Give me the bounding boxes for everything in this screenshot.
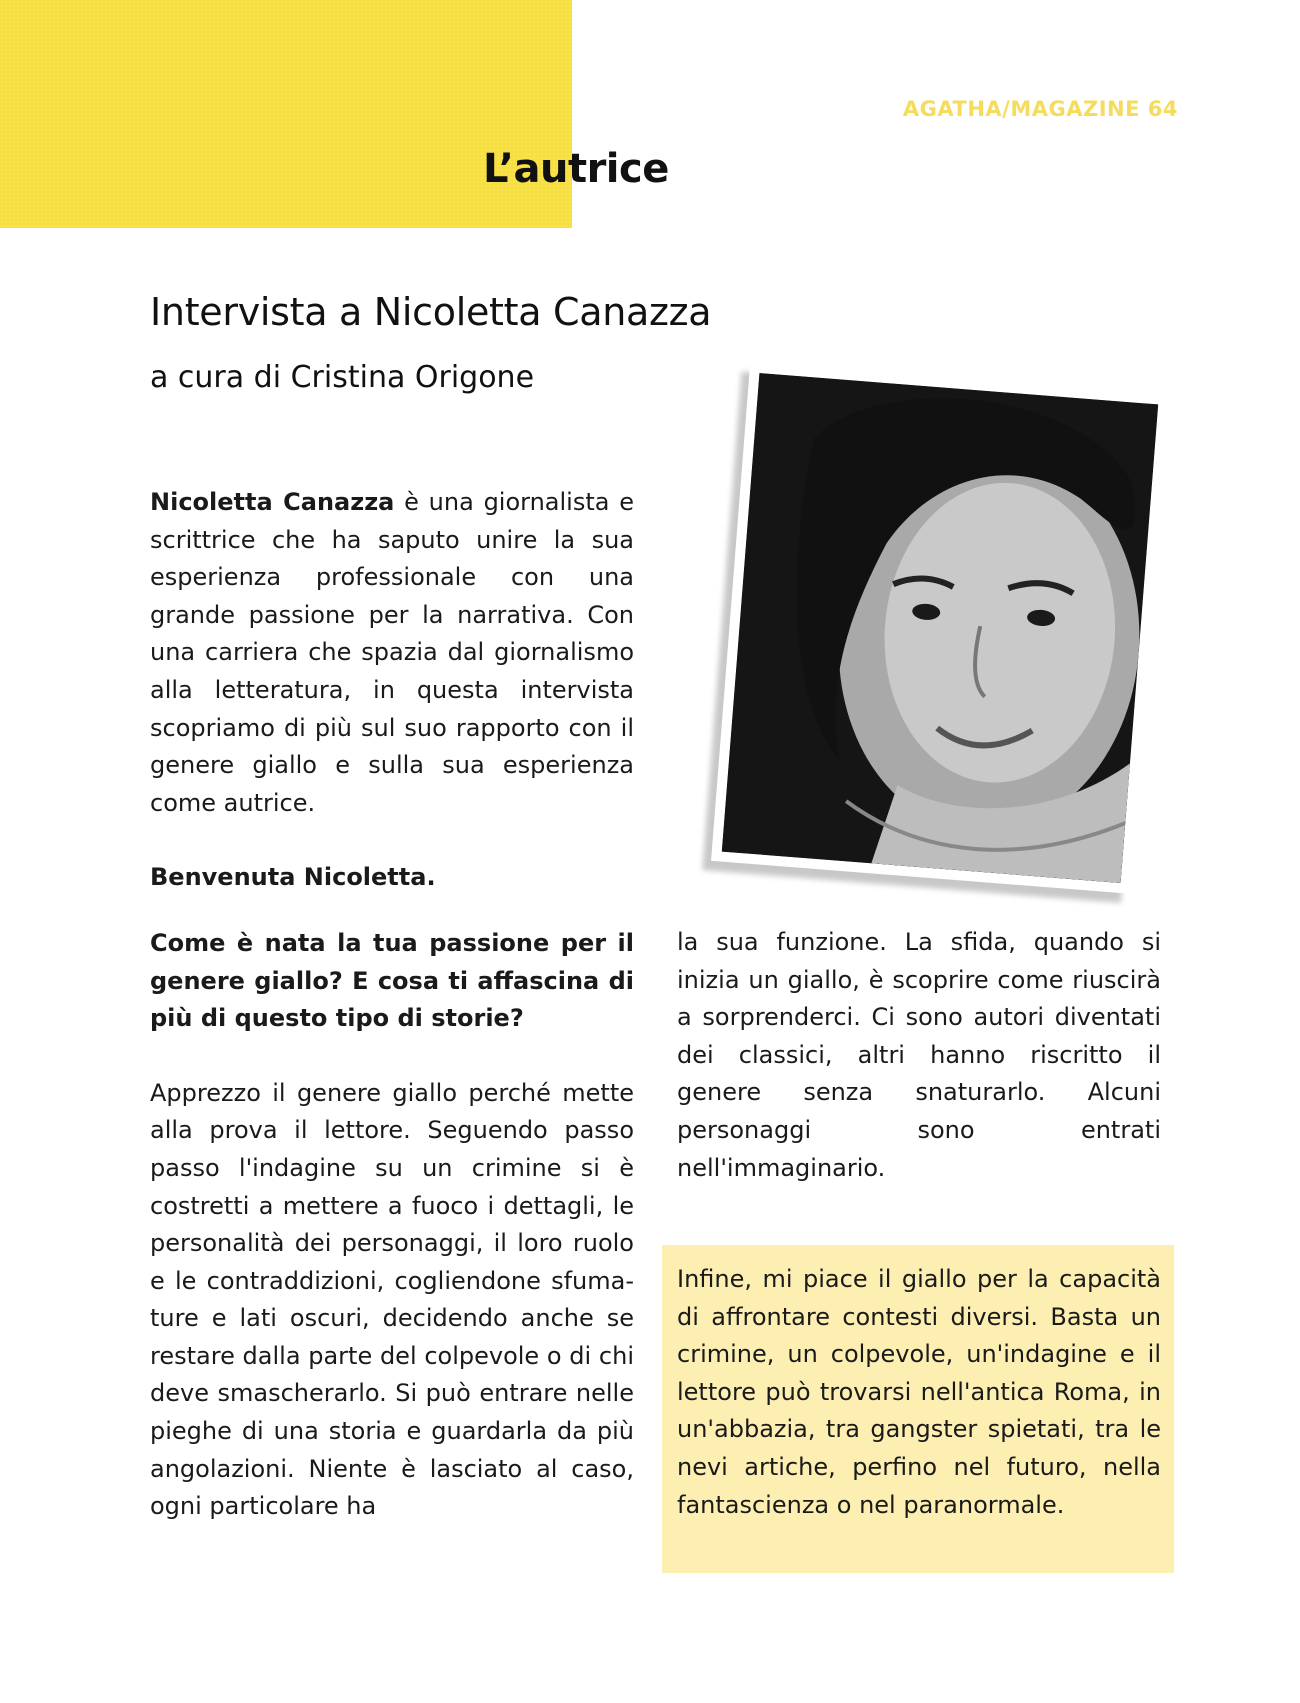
intro-text: è una giornalista e scrittrice che ha saputo unire la sua esperienza professionale con una grande passione per la narrativa. Con una carriera che spazia dal giornalismo alla letteratura, in questa intervista scopriamo di più sul suo rapporto con il genere giallo e sulla sua esperienza come autrice. (150, 488, 634, 817)
section-title: L’autrice (483, 146, 669, 192)
portrait-illustration (722, 373, 1158, 883)
author-portrait-image (722, 373, 1158, 883)
article-byline: a cura di Cristina Origone (150, 360, 535, 395)
interview-question: Come è nata la tua passione per il genere giallo? E cosa ti affascina di più di questo tipo di storie? (150, 928, 634, 1033)
left-column (150, 484, 634, 1526)
highlight-column (677, 1261, 1161, 1524)
right-column (677, 924, 1161, 1187)
article-title: Intervista a Nicoletta Canazza (150, 290, 712, 334)
answer-paragraph-right: la sua funzione. La sfida, quando si inizia un giallo, è scoprire come riuscirà a sorprenderci. Ci sono autori diventati dei classici, altri hanno riscritto il genere senza snaturarlo. Alcuni personaggi sono entrati nell'immaginario. (677, 928, 1161, 1182)
author-photo (711, 362, 1169, 893)
header-yellow-block (0, 0, 572, 228)
intro-name: Nicoletta Canazza (150, 488, 395, 516)
welcome-line: Benvenuta Nicoletta. (150, 863, 436, 892)
highlight-paragraph: Infine, mi piace il giallo per la capacità di affrontare contesti diversi. Basta un crimine, un colpevole, un'indagine e il lettore può trovarsi nell'antica Roma, in un'abbazia, tra gangster spietati, tra le nevi artiche, perfino nel futuro, nella fantascienza o nel paranormale. (677, 1265, 1161, 1519)
intro-paragraph (150, 484, 634, 822)
answer-paragraph-left: Apprezzo il genere giallo perché mette alla prova il lettore. Seguendo passo passo l'indagine su un crimine si è costretti a mettere a fuoco i dettagli, le personalità dei personaggi, il loro ruolo e le contraddizioni, cogliendone sfuma-ture e lati oscuri, decidendo anche se restare dalla parte del colpevole o di chi deve smascherarlo. Si può entrare nelle pieghe di una storia e guardarla da più angolazioni. Niente è lasciato al caso, ogni particolare ha (150, 1078, 634, 1521)
highlight-box (662, 1245, 1174, 1573)
magazine-tag: AGATHA/MAGAZINE 64 (902, 97, 1178, 121)
